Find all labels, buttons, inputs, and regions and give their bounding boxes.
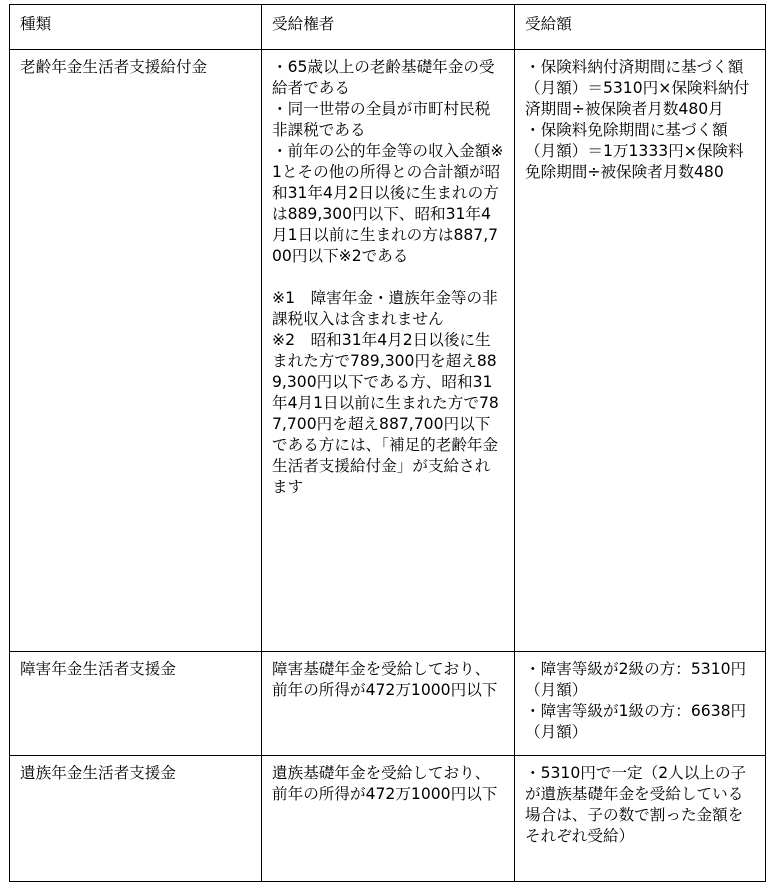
- cell-type: 遺族年金生活者支援金: [10, 756, 262, 882]
- header-eligible: 受給権者: [262, 5, 515, 50]
- table-row: [10, 50, 766, 652]
- table-row: [10, 652, 766, 756]
- cell-eligible: ・65歳以上の老齢基礎年金の受給者である ・同一世帯の全員が市町村民税非課税である ・前年の公的年金等の収入金額※1とその他の所得との合計額が昭和31年4月2日以後に生まれの方は889,300円以下、昭和31年4月1日以前に生まれの方は887,700円以下※2である ※1 障害年金・遺族年金等の非課税収入は含まれません ※2 昭和31年4月2日以後に生まれた方で789,300円を超え889,300円以下である方、昭和31年4月1日以前に生まれた方で787,700円を超え887,700円以下である方には、「補足的老齢年金生活者支援給付金」が支給されます: [262, 50, 515, 652]
- cell-amount: ・5310円で一定（2人以上の子が遺族基礎年金を受給している場合は、子の数で割った金額をそれぞれ受給）: [515, 756, 766, 882]
- cell-type: 障害年金生活者支援金: [10, 652, 262, 756]
- cell-amount: ・障害等級が2級の方：5310円（月額） ・障害等級が1級の方：6638円（月額）: [515, 652, 766, 756]
- table-header-row: [10, 5, 766, 50]
- header-amount: 受給額: [515, 5, 766, 50]
- cell-type: 老齢年金生活者支援給付金: [10, 50, 262, 652]
- header-type: 種類: [10, 5, 262, 50]
- cell-eligible: 遺族基礎年金を受給しており、前年の所得が472万1000円以下: [262, 756, 515, 882]
- benefits-table: [9, 4, 766, 882]
- table-row: [10, 756, 766, 882]
- cell-eligible: 障害基礎年金を受給しており、前年の所得が472万1000円以下: [262, 652, 515, 756]
- cell-amount: ・保険料納付済期間に基づく額（月額）＝5310円×保険料納付済期間÷被保険者月数480月 ・保険料免除期間に基づく額（月額）＝1万1333円×保険料免除期間÷被保険者月数480: [515, 50, 766, 652]
